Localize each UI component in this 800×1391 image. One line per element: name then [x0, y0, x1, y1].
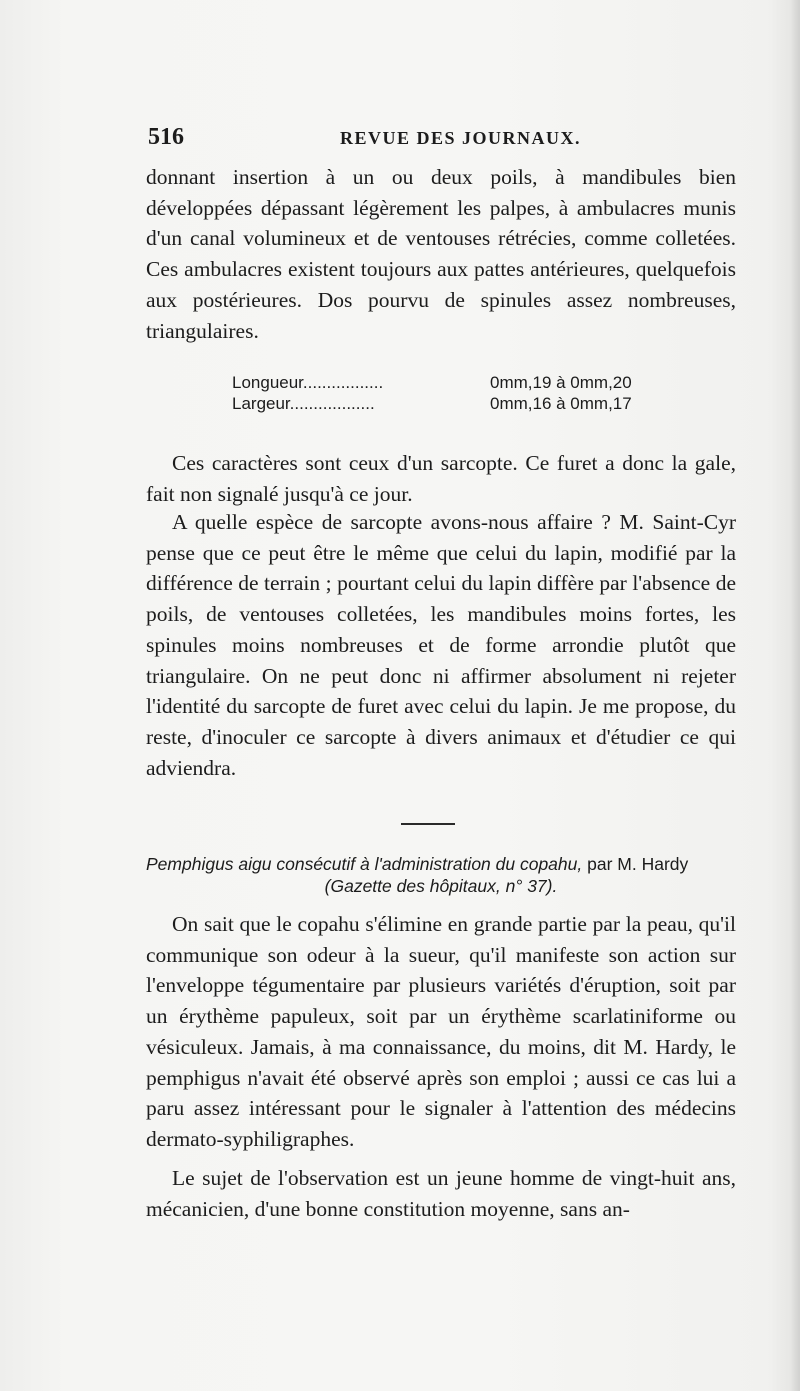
paragraph-furet-gale: Ces caractères sont ceux d'un sarcopte. Ce furet a donc la gale, fait non signalé jusqu'à ce jour. — [146, 451, 736, 506]
paragraph-sarcopte-description: donnant insertion à un ou deux poils, à mandibules bien développées dépassant légèrement les palpes, à ambulacres munis d'un canal volumineux et de ventouses rétrécies, comme colletées. Ces ambulacres existent toujours aux pattes antérieures, quelquefois aux postérieures. Dos pourvu de spinules assez nombreuses, triangulaires. — [146, 165, 736, 343]
citation-title: Pemphigus aigu consécutif à l'administration du copahu, — [146, 854, 583, 874]
running-title: REVUE DES JOURNAUX. — [340, 128, 582, 148]
measurement-row-length — [232, 372, 632, 394]
paragraph-espece-sarcopte: A quelle espèce de sarcopte avons-nous affaire ? M. Saint-Cyr pense que ce peut être le même que celui du lapin, modifié par la différence de terrain ; pourtant celui du lapin diffère par l'absence de poils, de ventouses colletées, les mandibules moins fortes, les spinules moins nombreuses et de forme arrondie plutôt que triangulaire. On ne peut donc ni affirmer absolument ni rejeter l'identité du sarcopte de furet avec celui du lapin. Je me propose, du reste, d'inoculer ce sarcopte à divers animaux et d'étudier ce qui adviendra. — [146, 510, 736, 780]
citation-source: (Gazette des hôpitaux, n° 37). — [324, 876, 558, 896]
page-number: 516 — [148, 124, 184, 150]
measurement-row-width — [232, 393, 632, 415]
page-header — [148, 124, 736, 154]
citation-author: par M. Hardy — [582, 854, 689, 874]
measurement-value: 0mm,19 à 0mm,20 — [490, 373, 632, 392]
article-citation-title — [146, 853, 736, 875]
measurement-value: 0mm,16 à 0mm,17 — [490, 394, 632, 413]
measurement-label: Largeur.................. — [232, 394, 375, 413]
measurement-label: Longueur................. — [232, 373, 384, 392]
page-edge-shadow — [790, 0, 800, 1391]
paragraph-observation: Le sujet de l'observation est un jeune homme de vingt-huit ans, mécanicien, d'une bonne constitution moyenne, sans an- — [146, 1166, 736, 1221]
section-divider — [401, 823, 455, 825]
paragraph-copahu: On sait que le copahu s'élimine en grande partie par la peau, qu'il communique son odeur à la sueur, qu'il manifeste son action sur l'enveloppe tégumentaire par plusieurs variétés d'éruption, soit par un érythème papuleux, soit par un érythème scarlatiniforme ou vésiculeux. Jamais, à ma connaissance, du moins, dit M. Hardy, le pemphigus n'avait été observé après son emploi ; aussi ce cas lui a paru assez intéressant pour le signaler à l'attention des médecins dermato-syphiligraphes. — [146, 912, 736, 1151]
